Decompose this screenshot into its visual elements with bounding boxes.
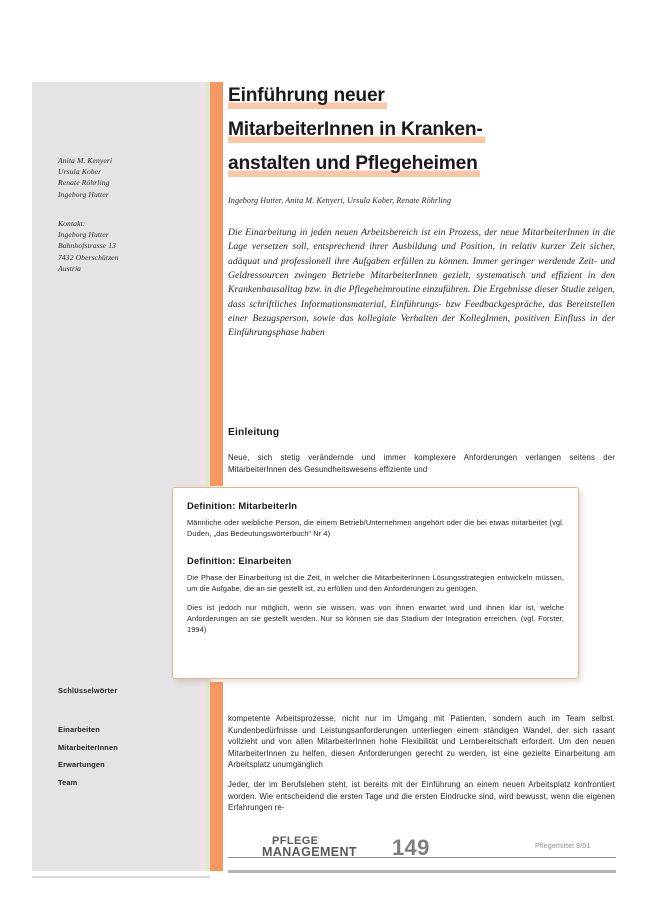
journal-logo-line-1: PFLEGE: [272, 835, 319, 847]
author-name: Ursula Kober: [58, 167, 102, 177]
keywords-label: Schlüsselwörter: [58, 686, 118, 695]
sidebar-bottom-rule: [32, 876, 210, 878]
contact-block: [58, 218, 203, 274]
keyword-item: Einarbeiten: [58, 725, 100, 734]
title-line: Einführung neuer: [228, 84, 387, 109]
abstract-text: Die Einarbeitung in jeden neuen Arbeitsbereich ist ein Prozess, der neue MitarbeiterInnen in die Lage versetzen soll, entsprechend ihrer Ausbildung und Position, in relativ kurzer Zeit sicher, adäquat und professionell ihre Aufgaben erfüllen zu können. Immer geringer werdende Zeit- und Geldressourcen zwingen Betriebe MitarbeiterInnen gezielt, systematisch und effizient in den Krankenhausalltag bzw. in die Pflegeheimroutine einzuführen. Die Ergebnisse dieser Studie zeigen, dass schriftliches Informationsmaterial, Einführungs- bzw Feedbackgespräche, das Bereitstellen einer Bezugsperson, sowie das kollegiale Verhalten der KollegInnen, positiven Einfluss in der Einführungsphase haben: [228, 227, 615, 339]
definition-text-einarbeiten-2: Dies ist jedoch nur möglich, wenn sie wissen, was von ihnen erwartet wird und ihnen klar ist, welche Anforderungen an sie gestellt werden. Nur so können sie das Stadium der Integration erreichen. (vgl. Forster, 1994): [187, 603, 564, 634]
title-line: anstalten und Pflegeheimen: [228, 152, 480, 177]
journal-logo: [262, 836, 357, 858]
author-name: Ingeborg Hutter: [58, 189, 109, 199]
page-number: 149: [392, 835, 430, 860]
author-name: Renate Röhrling: [58, 178, 110, 188]
byline: Ingeborg Hutter, Anita M. Kenyeri, Ursula Kober, Renate Röhrling: [228, 196, 452, 205]
accent-bar-lower: [210, 682, 223, 871]
author-list: [58, 155, 203, 200]
body-text-lower: [228, 713, 615, 822]
definition-title-einarbeiten: Definition: Einarbeiten: [187, 555, 292, 567]
keywords-list: [58, 721, 203, 791]
contact-line: Bahnhofstrasse 13: [58, 241, 117, 251]
contact-label: Kontakt:: [58, 219, 86, 228]
section-intro-text: Neue, sich stetig verändernde und immer komplexere Anforderungen verlangen seitens der MitarbeiterInnen des Gesundheitswesens effiziente und: [228, 453, 615, 474]
keyword-item: Erwartungen: [58, 760, 105, 769]
accent-bar-upper: [210, 82, 223, 486]
article-title: [228, 84, 620, 186]
journal-logo-line-2: MANAGEMENT: [262, 845, 357, 859]
keyword-item: Team: [58, 777, 78, 787]
definition-text-mitarbeiterin: Männliche oder weibliche Person, die einem Betrieb/Unternehmen angehört oder die bei etwas mitarbeitet (vgl. Duden, „das Bedeutungswörterbuch“ Nr 4): [187, 518, 564, 538]
author-name: Anita M. Kenyeri: [58, 156, 113, 165]
section-heading-einleitung: Einleitung: [228, 427, 280, 438]
definition-title-mitarbeiterin: Definition: MitarbeiterIn: [187, 500, 298, 511]
definition-text-einarbeiten-1: Die Phase der Einarbeitung ist die Zeit, in welcher die MitarbeiterInnen Lösungsstrategien entwickeln müssen, um die Aufgabe, die an sie gestellt ist, zu erfüllen und den Anforderungen zu genügen.: [187, 573, 564, 593]
title-line: MitarbeiterInnen in Kranken-: [228, 118, 485, 143]
body-paragraph: Jeder, der im Berufsleben steht, ist bereits mit der Einführung an einem neuen Arbeitsplatz konfrontiert worden. Wie entscheidend die ersten Tage und die ersten Eindrucke sind, wird bewusst, wenn die eigenen Erfahrungen re-: [228, 779, 615, 813]
body-paragraph: kompetente Arbeitsprozesse, nicht nur im Umgang mit Patienten, sondern auch im Team selbst. Kundenbedürfnisse und Leistungsanforderungen unterliegen einem ständigen Wandel, der sich rasant vollzieht und von allen MitarbeiterInnen hohe Flexibilität und Lernbereitschaft erfordert. Um den neuen MitarbeiterInnen zu helfen, diesen Anforderungen gerecht zu werden, ist eine gezielte Einarbeitung am Arbeitsplatz unumgänglich: [228, 714, 615, 770]
contact-line: 7432 Oberschützen: [58, 252, 119, 262]
footer-rule-bottom: [228, 870, 616, 873]
contact-line: Ingeborg Hutter: [58, 230, 109, 240]
keyword-item: MitarbeiterInnen: [58, 742, 118, 752]
definition-box: [172, 487, 579, 679]
issue-label: Pflegemittel 9/01: [535, 843, 591, 850]
contact-line: Austria: [58, 263, 82, 273]
